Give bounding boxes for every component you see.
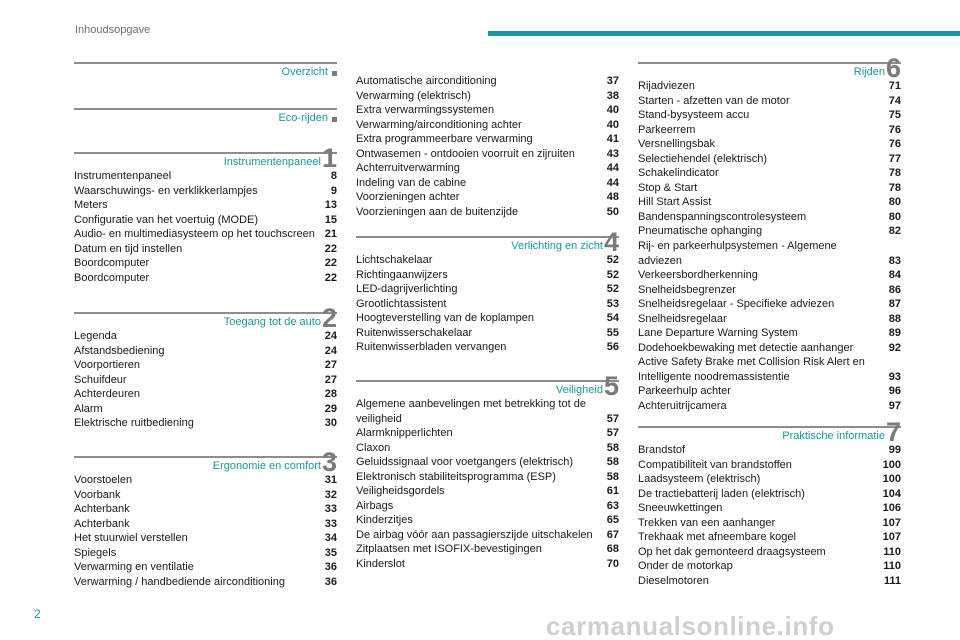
toc-entry-page: 92	[888, 341, 901, 354]
toc-entry[interactable]	[74, 358, 337, 373]
toc-entry[interactable]	[356, 557, 619, 572]
toc-entry[interactable]	[356, 326, 619, 341]
toc-entry[interactable]	[74, 329, 337, 344]
toc-entry[interactable]	[638, 210, 901, 225]
toc-entry-label: Brandstof	[638, 444, 686, 456]
section-title: Rijden	[853, 66, 885, 78]
toc-entry[interactable]	[638, 487, 901, 502]
toc-entry[interactable]	[74, 560, 337, 575]
section-header	[74, 143, 337, 173]
toc-entry-label: Boordcomputer	[74, 271, 150, 284]
toc-entry-page: 27	[324, 373, 337, 386]
toc-entry-page: 58	[606, 456, 619, 469]
toc-entry-page: 8	[330, 170, 337, 182]
toc-entry[interactable]	[74, 402, 337, 417]
toc-entry[interactable]	[74, 575, 337, 590]
toc-section-1	[74, 143, 337, 312]
toc-entry-page: 100	[882, 473, 901, 486]
toc-entry[interactable]	[74, 256, 337, 271]
toc-entry-page: 52	[606, 268, 619, 281]
toc-entry-page: 58	[606, 441, 619, 454]
toc-entry[interactable]	[74, 271, 337, 286]
toc-entry-label: Verwarming en ventilatie	[74, 561, 194, 574]
section-header	[74, 447, 337, 477]
section-header	[74, 64, 337, 79]
toc-entry-page: 55	[606, 326, 619, 339]
toc-entry-page: 78	[888, 167, 901, 180]
toc-entry[interactable]	[356, 499, 619, 514]
toc-section-continued	[356, 74, 619, 236]
toc-entry-label: Stop & Start	[638, 181, 698, 194]
watermark-logo: carmanualsonline.info	[546, 611, 835, 640]
toc-entry-label: Voorzieningen achter	[356, 191, 460, 204]
toc-entry-page: 107	[882, 516, 901, 529]
toc-entry[interactable]	[74, 517, 337, 532]
toc-entry-label: Voorstoelen	[74, 474, 133, 486]
toc-entry-list	[356, 253, 619, 355]
toc-entry-label: Op het dak gemonteerd draagsysteem	[638, 545, 826, 558]
toc-entry-page: 97	[888, 400, 901, 413]
toc-entry[interactable]	[638, 224, 901, 239]
section-title: Overzicht	[281, 66, 328, 78]
toc-entry-page: 44	[606, 162, 619, 175]
section-header	[74, 110, 337, 125]
toc-entry[interactable]	[638, 458, 901, 473]
toc-entry-label: Instrumentenpaneel	[74, 170, 172, 182]
toc-entry-label: Alarm	[74, 402, 103, 415]
toc-entry-page: 89	[888, 327, 901, 340]
toc-entry-label: Dieselmotoren	[638, 574, 709, 587]
toc-entry-page: 106	[882, 502, 901, 515]
toc-entry[interactable]	[638, 341, 901, 356]
toc-entry[interactable]	[74, 198, 337, 213]
toc-entry-page: 44	[606, 176, 619, 189]
toc-entry[interactable]	[74, 169, 337, 184]
toc-entry-page: 41	[606, 133, 619, 146]
toc-entry[interactable]	[638, 443, 901, 458]
toc-entry-label: Alarmknipperlichten	[356, 427, 453, 440]
toc-entry-page: 58	[606, 470, 619, 483]
toc-entry-label: Automatische airconditioning	[356, 75, 497, 87]
toc-entry-label: Verwarming / handbediende airconditioning	[74, 575, 285, 588]
toc-entry-page: 30	[324, 417, 337, 430]
toc-entry-label: Compatibiliteit van brandstoffen	[638, 458, 792, 471]
toc-entry[interactable]	[356, 484, 619, 499]
section-number: 6	[885, 53, 901, 83]
toc-entry-label: Zitplaatsen met ISOFIX-bevestigingen	[356, 543, 542, 556]
toc-entry[interactable]	[356, 176, 619, 191]
toc-entry-page: 80	[888, 196, 901, 209]
toc-entry-label: Stand-bysysteem accu	[638, 109, 750, 122]
toc-entry-label: Extra programmeerbare verwarming	[356, 133, 533, 146]
toc-entry-label: Boordcomputer	[74, 257, 150, 270]
toc-entry-label: Achterbank	[74, 503, 130, 516]
toc-entry[interactable]	[638, 181, 901, 196]
toc-entry[interactable]	[638, 399, 901, 414]
toc-entry-page: 28	[324, 388, 337, 401]
toc-entry-label: Rijadviezen	[638, 80, 695, 92]
section-title: Instrumentenpaneel	[223, 156, 321, 168]
toc-section-overzicht[interactable]	[74, 62, 337, 108]
toc-entry-page: 61	[606, 485, 619, 498]
toc-entry-label: Indeling van de cabine	[356, 176, 467, 189]
toc-entry-label: Achteruitrijcamera	[638, 400, 727, 413]
toc-entry-page: 71	[888, 80, 901, 92]
toc-entry-label: Kinderslot	[356, 558, 405, 571]
toc-entry-page: 87	[888, 298, 901, 311]
toc-entry-label: Verkeersbordherkenning	[638, 269, 758, 282]
toc-entry[interactable]	[356, 205, 619, 220]
toc-entry-label: Algemene aanbevelingen met betrekking tot de veiligheid	[356, 398, 586, 425]
toc-entry-label: Snelheidsregelaar - Specifieke adviezen	[638, 298, 835, 311]
section-bullet-icon	[332, 71, 337, 76]
toc-entry-page: 110	[883, 545, 901, 558]
section-header	[638, 53, 901, 83]
section-number: 4	[603, 227, 619, 257]
toc-entry-page: 36	[324, 575, 337, 588]
toc-entry[interactable]	[74, 242, 337, 257]
toc-entry-label: Trekhaak met afneembare kogel	[638, 531, 796, 544]
toc-entry-page: 88	[888, 312, 901, 325]
section-number: 3	[321, 447, 337, 477]
toc-entry[interactable]	[356, 253, 619, 268]
toc-entry-label: Elektronisch stabiliteitsprogramma (ESP)	[356, 470, 556, 483]
toc-column-1	[74, 62, 337, 589]
toc-entry-page: 9	[330, 184, 337, 197]
toc-entry[interactable]	[74, 473, 337, 488]
toc-entry-label: Waarschuwings- en verklikkerlampjes	[74, 184, 258, 197]
toc-entry-label: Ontwasemen - ontdooien voorruit en zijruiten	[356, 147, 575, 160]
toc-entry-label: Achterruitverwarming	[356, 162, 460, 175]
toc-entry-page: 54	[606, 312, 619, 325]
toc-section-3	[74, 447, 337, 589]
toc-entry-page: 35	[324, 546, 337, 559]
section-header	[74, 303, 337, 333]
toc-entry[interactable]	[356, 132, 619, 147]
toc-entry-label: Ruitenwisserschakelaar	[356, 326, 473, 339]
toc-entry-page: 21	[324, 228, 337, 241]
toc-entry-page: 77	[888, 152, 901, 165]
toc-entry-page: 40	[606, 104, 619, 117]
toc-entry[interactable]	[74, 387, 337, 402]
toc-entry[interactable]	[638, 559, 901, 574]
toc-entry[interactable]	[74, 488, 337, 503]
toc-entry-label: Spiegels	[74, 546, 117, 559]
toc-entry[interactable]	[638, 355, 901, 384]
toc-entry-page: 31	[324, 474, 337, 486]
page-number: 2	[34, 607, 41, 621]
toc-entry-page: 57	[606, 412, 619, 425]
toc-entry-label: Parkeerrem	[638, 123, 696, 136]
toc-entry-label: Richtingaanwijzers	[356, 268, 448, 281]
toc-entry-page: 27	[324, 359, 337, 372]
toc-entry-label: Starten - afzetten van de motor	[638, 94, 790, 107]
section-number: 2	[321, 303, 337, 333]
toc-entry-page: 22	[324, 257, 337, 270]
toc-entry-label: Voorbank	[74, 488, 121, 501]
toc-entry-page: 29	[324, 402, 337, 415]
toc-entry-page: 40	[606, 118, 619, 131]
toc-entry-label: Schakelindicator	[638, 167, 719, 180]
toc-entry[interactable]	[638, 79, 901, 94]
toc-entry-list	[638, 443, 901, 588]
toc-entry-label: LED-dagrijverlichting	[356, 283, 458, 296]
toc-entry-page: 56	[606, 341, 619, 354]
toc-entry[interactable]	[638, 312, 901, 327]
section-header	[356, 227, 619, 257]
toc-entry-label: Rij- en parkeerhulpsystemen - Algemene adviezen	[638, 240, 837, 267]
toc-entry-page: 107	[882, 531, 901, 544]
page-header-title: Inhoudsopgave	[75, 24, 151, 36]
toc-entry[interactable]	[356, 542, 619, 557]
toc-entry[interactable]	[356, 103, 619, 118]
toc-entry-label: Voorzieningen aan de buitenzijde	[356, 205, 519, 218]
toc-section-5	[356, 371, 619, 572]
toc-entry-label: Audio- en multimediasysteem op het touchscreen	[74, 228, 315, 241]
toc-entry[interactable]	[356, 268, 619, 283]
toc-entry[interactable]	[638, 472, 901, 487]
toc-entry-page: 74	[888, 94, 901, 107]
toc-entry[interactable]	[74, 184, 337, 199]
section-title: Ergonomie en comfort	[212, 460, 321, 472]
toc-entry[interactable]	[356, 147, 619, 162]
toc-entry[interactable]	[638, 123, 901, 138]
toc-entry-page: 76	[888, 123, 901, 136]
toc-entry-label: Datum en tijd instellen	[74, 242, 183, 255]
toc-entry[interactable]	[638, 326, 901, 341]
toc-entry[interactable]	[356, 190, 619, 205]
toc-entry-label: Extra verwarmingssystemen	[356, 104, 495, 117]
toc-entry-label: Het stuurwiel verstellen	[74, 532, 188, 545]
toc-entry[interactable]	[638, 137, 901, 152]
toc-entry-label: De tractiebatterij laden (elektrisch)	[638, 487, 805, 500]
toc-entry-page: 52	[606, 254, 619, 266]
toc-entry-page: 111	[883, 574, 901, 587]
toc-entry-page: 22	[324, 271, 337, 284]
toc-entry[interactable]	[638, 530, 901, 545]
toc-entry-page: 33	[324, 517, 337, 530]
toc-entry[interactable]	[638, 574, 901, 589]
toc-entry[interactable]	[638, 195, 901, 210]
toc-entry[interactable]	[638, 545, 901, 560]
toc-section-4	[356, 227, 619, 380]
toc-entry-list	[356, 397, 619, 572]
toc-entry-page: 43	[606, 147, 619, 160]
toc-entry-label: Pneumatische ophanging	[638, 225, 763, 238]
toc-entry-label: Achterdeuren	[74, 388, 141, 401]
section-title: Verlichting en zicht	[511, 240, 603, 252]
toc-entry-page: 96	[888, 385, 901, 398]
toc-column-3	[638, 53, 901, 588]
toc-entry[interactable]	[356, 441, 619, 456]
toc-entry-list	[74, 329, 337, 431]
toc-entry-page: 75	[888, 109, 901, 122]
toc-entry-label: Verwarming/airconditioning achter	[356, 118, 522, 131]
toc-entry-label: Dodehoekbewaking met detectie aanhanger	[638, 341, 854, 354]
toc-entry-label: Achterbank	[74, 517, 130, 530]
toc-entry[interactable]	[638, 268, 901, 283]
toc-entry-page: 86	[888, 283, 901, 296]
toc-entry-page: 104	[882, 487, 901, 500]
toc-entry-page: 34	[324, 532, 337, 545]
toc-entry-page: 53	[606, 297, 619, 310]
toc-entry-label: Meters	[74, 199, 108, 212]
section-header	[356, 371, 619, 401]
toc-entry[interactable]	[356, 282, 619, 297]
toc-entry-label: Trekken van een aanhanger	[638, 516, 776, 529]
toc-entry-label: Lane Departure Warning System	[638, 327, 798, 340]
toc-entry[interactable]	[638, 152, 901, 167]
toc-entry[interactable]	[638, 239, 901, 268]
toc-entry-page: 36	[324, 561, 337, 574]
toc-entry-page: 80	[888, 210, 901, 223]
toc-entry-page: 24	[324, 330, 337, 342]
toc-entry-page: 13	[324, 199, 337, 212]
toc-section-eco-rijden[interactable]	[74, 108, 337, 148]
toc-entry-page: 82	[888, 225, 901, 238]
toc-entry-page: 68	[606, 543, 619, 556]
toc-entry[interactable]	[356, 118, 619, 133]
toc-entry-list	[74, 169, 337, 285]
toc-entry[interactable]	[356, 89, 619, 104]
toc-entry-page: 32	[324, 488, 337, 501]
toc-entry-label: Voorportieren	[74, 359, 141, 372]
toc-entry-label: Snelheidsregelaar	[638, 312, 727, 325]
section-title: Veiligheid	[555, 384, 603, 396]
toc-entry-label: Lichtschakelaar	[356, 254, 433, 266]
toc-entry-page: 22	[324, 242, 337, 255]
toc-entry[interactable]	[74, 213, 337, 228]
toc-entry-label: Active Safety Brake met Collision Risk Alert en Intelligente noodremassistentie	[638, 356, 865, 383]
toc-entry-page: 15	[324, 213, 337, 226]
toc-entry-label: Veiligheidsgordels	[356, 485, 445, 498]
section-bullet-icon	[332, 117, 337, 122]
toc-entry-page: 67	[606, 528, 619, 541]
toc-entry[interactable]	[74, 227, 337, 242]
toc-entry-label: Laadsysteem (elektrisch)	[638, 473, 761, 486]
toc-entry-label: Bandenspanningscontrolesysteem	[638, 210, 807, 223]
toc-entry[interactable]	[356, 161, 619, 176]
toc-entry[interactable]	[638, 108, 901, 123]
toc-entry-label: Kinderzitjes	[356, 514, 413, 527]
toc-entry-page: 65	[606, 514, 619, 527]
toc-entry-list	[74, 473, 337, 589]
toc-entry[interactable]	[638, 297, 901, 312]
toc-entry[interactable]	[356, 74, 619, 89]
toc-entry-page: 99	[888, 444, 901, 456]
toc-entry-label: De airbag vóór aan passagierszijde uitschakelen	[356, 528, 593, 541]
toc-entry-page: 50	[606, 205, 619, 218]
section-number: 1	[321, 143, 337, 173]
toc-entry-page: 76	[888, 138, 901, 151]
toc-entry[interactable]	[356, 297, 619, 312]
toc-entry-page: 38	[606, 89, 619, 102]
toc-entry-label: Snelheidsbegrenzer	[638, 283, 736, 296]
toc-entry-label: Onder de motorkap	[638, 560, 733, 573]
toc-section-7	[638, 417, 901, 588]
toc-entry-label: Sneeuwkettingen	[638, 502, 723, 515]
toc-entry-label: Ruitenwisserbladen vervangen	[356, 341, 507, 354]
toc-entry-label: Verwarming (elektrisch)	[356, 89, 471, 102]
toc-entry-page: 110	[883, 560, 901, 573]
toc-entry-label: Schuifdeur	[74, 373, 127, 386]
toc-entry[interactable]	[74, 546, 337, 561]
toc-entry[interactable]	[638, 501, 901, 516]
toc-entry[interactable]	[638, 516, 901, 531]
toc-entry-label: Elektrische ruitbediening	[74, 417, 194, 430]
toc-entry-page: 52	[606, 283, 619, 296]
toc-entry-list	[638, 79, 901, 414]
toc-entry-list	[356, 74, 619, 219]
section-number: 5	[603, 371, 619, 401]
toc-entry-label: Selectiehendel (elektrisch)	[638, 152, 768, 165]
toc-entry[interactable]	[356, 513, 619, 528]
toc-entry-page: 37	[606, 75, 619, 87]
toc-entry-label: Configuratie van het voertuig (MODE)	[74, 213, 259, 226]
toc-entry-label: Versnellingsbak	[638, 138, 716, 151]
toc-section-2	[74, 303, 337, 456]
section-title: Toegang tot de auto	[223, 316, 321, 328]
toc-entry[interactable]	[356, 455, 619, 470]
toc-entry[interactable]	[638, 384, 901, 399]
toc-entry[interactable]	[74, 416, 337, 431]
toc-entry-page: 24	[324, 344, 337, 357]
toc-entry[interactable]	[74, 502, 337, 517]
toc-entry-page: 84	[888, 269, 901, 282]
toc-entry[interactable]	[638, 166, 901, 181]
toc-entry-page: 83	[888, 254, 901, 267]
toc-entry[interactable]	[356, 470, 619, 485]
toc-entry[interactable]	[74, 373, 337, 388]
toc-section-6	[638, 53, 901, 426]
toc-entry-label: Afstandsbediening	[74, 344, 165, 357]
toc-entry-page: 48	[606, 191, 619, 204]
toc-entry-page: 93	[888, 370, 901, 383]
toc-entry-label: Hoogteverstelling van de koplampen	[356, 312, 534, 325]
header-accent-bar	[488, 31, 960, 36]
toc-entry-label: Airbags	[356, 499, 394, 512]
toc-entry-label: Hill Start Assist	[638, 196, 712, 209]
toc-entry[interactable]	[356, 528, 619, 543]
toc-column-2	[356, 74, 619, 572]
toc-entry-page: 70	[606, 558, 619, 571]
toc-entry[interactable]	[356, 340, 619, 355]
toc-entry[interactable]	[356, 311, 619, 326]
toc-entry-page: 100	[882, 458, 901, 471]
toc-entry-label: Claxon	[356, 441, 391, 454]
toc-entry[interactable]	[638, 283, 901, 298]
toc-entry[interactable]	[638, 94, 901, 109]
toc-entry-label: Grootlichtassistent	[356, 297, 447, 310]
toc-entry-label: Parkeerhulp achter	[638, 385, 731, 398]
toc-entry-label: Legenda	[74, 330, 117, 342]
toc-entry-page: 57	[606, 427, 619, 440]
toc-entry-page: 33	[324, 503, 337, 516]
toc-entry[interactable]	[356, 426, 619, 441]
toc-entry-page: 78	[888, 181, 901, 194]
toc-entry[interactable]	[74, 344, 337, 359]
section-number: 7	[885, 417, 901, 447]
toc-entry[interactable]	[74, 531, 337, 546]
toc-entry-label: Geluidssignaal voor voetgangers (elektrisch)	[356, 456, 574, 469]
toc-entry[interactable]	[356, 397, 619, 426]
section-title: Eco-rijden	[278, 112, 328, 124]
toc-entry-page: 63	[606, 499, 619, 512]
section-title: Praktische informatie	[782, 430, 885, 442]
section-header	[638, 417, 901, 447]
